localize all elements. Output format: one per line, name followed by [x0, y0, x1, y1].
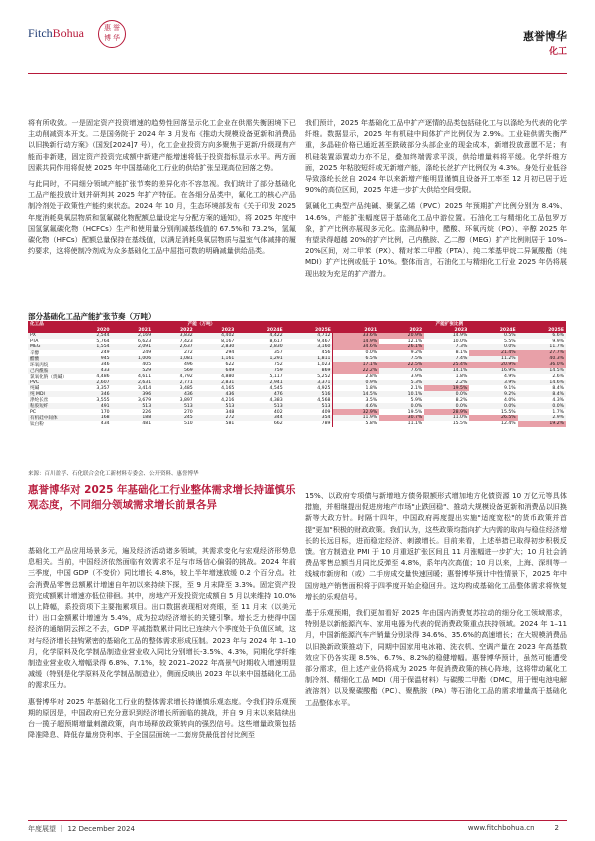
table-cell-ratio: 30.7% — [379, 415, 424, 421]
paragraph: 15%、以政府专项债与新增地方债务限额形式增加地方化债资源 10 万亿元等具体措施，并相继提出促进房地产市场"止跌回稳"、推动大规模设备更新和消费品以旧换新等大政方针。时隔十四年，中国政府再度提出实施"适度宽松"的货币政策并首提"更加"积极的财政政策。我们认为，这些政策均指向扩大内需的取向与稳住经济增长的长远目标，进而稳定经济、刺激增长。目前来看，上述举措已取得初步积极反馈。官方制造业 PMI 于 10 月重返扩张区间且 11 月涨幅进一步扩大；10 月社会消费品零售总额当月同比反弹至 4.8%，系年内次高值；10 月以来，上海、深圳等一线城市新房和（或）二手房成交量快速回暖；惠誉博华预计中性情景下，2025 年中国房地产销售面积将于四季度开始企稳回升。这均构成基础化工品整体需求将恢复增长的乐观信号。 — [305, 491, 567, 601]
table-cell-capacity: 346 — [100, 362, 110, 368]
table-cell-product: 己内酰胺 — [28, 368, 70, 374]
table-cell-ratio: 14.5% — [333, 391, 379, 397]
table-cell-ratio: 10.0% — [452, 338, 468, 344]
table-cell-ratio: 36.0% — [518, 362, 566, 368]
table-year: 2022 — [379, 327, 424, 333]
table-cell-capacity: 272 — [195, 415, 237, 421]
table-cell-capacity: 4,402 — [195, 333, 237, 339]
table-cell-ratio: 2.6% — [552, 374, 564, 380]
table-cell-ratio: 0.0% — [469, 344, 517, 350]
table-cell-ratio: 3.5% — [333, 397, 379, 403]
table-cell-product: 涤纶长丝 — [30, 398, 49, 404]
table-cell-product: 有机硅中间体 — [28, 415, 70, 421]
table-cell-capacity: 3,160 — [285, 344, 333, 350]
table-cell-capacity: 581 — [225, 421, 235, 427]
logo-text-fitch: Fitch — [28, 26, 53, 40]
table-cell-ratio: 5.8% — [333, 421, 379, 427]
table-cell-capacity: 622 — [225, 362, 235, 368]
table-cell-ratio: 14.9% — [424, 333, 469, 339]
logo-wordmark — [28, 26, 84, 41]
table-cell-ratio: 6.5% — [333, 356, 379, 362]
table-cell-capacity: 8,167 — [221, 338, 235, 344]
table-cell-ratio: 14.9% — [333, 339, 379, 345]
table-cell-ratio: 14.5% — [518, 368, 566, 374]
paragraph: 我们预计，2025 年基础化工品中扩产逐情的品类包括硅化工与以涤纶为代表的化学纤维。数据显示，2025 年有机硅中间体扩产比例仅为 2.9%。工业硅供需失衡严重，多晶硅价格已通近甚至跌破部分头部企业的现金成本，新增投放意愿不足；有机硅装置添置动力亦不足，叠加终端需求平淡，供给增量料将平缓。化学纤维方面，2025 年粘胶短纤或无新增产能，涤纶长丝扩产比例仅为 4.3%。身处行业低谷导致涤纶长丝自 2024 年以来新增产能明显谨慎且设备开工率至 12 月初已居于近 90%的高位区间，2025 年进一步扩大供给空间受限。 — [305, 118, 567, 195]
table-cell-capacity: 226 — [142, 409, 152, 415]
table-cell-ratio: 7.6% — [379, 368, 424, 374]
table-year: 2024E — [469, 327, 517, 333]
table-cell-ratio: 19.2% — [518, 421, 566, 427]
table-cell-capacity: 3,485 — [179, 385, 193, 391]
table-cell-ratio: 1.8% — [455, 374, 468, 380]
table-cell-capacity: 1,081 — [153, 356, 195, 362]
table-cell-capacity: 270 — [183, 409, 193, 415]
left-bottom-column — [28, 545, 296, 745]
table-col-product: 化工品 — [28, 321, 70, 327]
table-cell-capacity: 346 — [70, 391, 112, 397]
table-cell-ratio: 2.2% — [424, 380, 469, 386]
table-cell-capacity: 2,607 — [70, 380, 112, 386]
table-cell-ratio: 5.3% — [379, 380, 424, 386]
table-cell-ratio: 11.2% — [469, 356, 517, 362]
table-cell-capacity: 4,422 — [236, 333, 284, 339]
seal-char: 誉 — [113, 24, 120, 32]
table-cell-capacity: 2,169 — [112, 333, 154, 339]
table-cell-capacity: 529 — [112, 368, 154, 374]
table-cell-capacity: 4,545 — [269, 385, 283, 391]
footer-date: 年度展望 ｜ 12 December 2024 — [28, 825, 135, 833]
header-divider — [28, 73, 567, 74]
table-cell-capacity: 491 — [70, 403, 112, 409]
table-cell-ratio: 21.4% — [469, 350, 517, 356]
table-cell-ratio: 1.7% — [552, 409, 564, 415]
table-cell-capacity: 1,291 — [236, 356, 284, 362]
seal-char: 华 — [113, 34, 120, 42]
table-cell-capacity: 348 — [225, 409, 235, 415]
table-title: 部分基础化工品产能扩张节奏（万吨） — [28, 312, 156, 321]
table-cell-ratio: 4.3% — [552, 397, 564, 403]
table-cell-ratio: 14.1% — [424, 368, 469, 374]
table-cell-capacity: 945 — [70, 356, 112, 362]
table-group-capacity: 产能（万吨） — [70, 321, 333, 327]
table-cell-ratio: 22.2% — [333, 368, 379, 374]
table-cell-capacity: 481 — [142, 421, 152, 427]
table-cell-capacity: 1,811 — [285, 356, 333, 362]
table-cell-product: 纯碱 — [30, 386, 40, 392]
table-cell-capacity: 4,486 — [96, 374, 110, 380]
paragraph: 将有所收敛。一是固定资产投资增速的趋势性回落呈示化工企业在供需失衡困境下已主动削减资本开支。二是国务院于 2024 年 3 月发布《推动大规模设备更新和消费品以旧换新行动方案》（国发[2024]7 号），化工企业投资方向多聚焦于更新/升级现有产能而非新建，固定资产投资完成额中新建产能增速将低于投资指标显示水平。两方面因素共同作用将促使 2025 年中国基础化工行业的供给扩张呈现高位回落之势。 — [28, 118, 296, 172]
table-cell-ratio: 9.2% — [410, 350, 423, 356]
table-cell-product: MEG — [28, 344, 70, 350]
table-cell-capacity: 272 — [183, 350, 193, 356]
logo-seal-icon — [98, 20, 126, 48]
table-cell-capacity: 456 — [321, 350, 331, 356]
table-cell-capacity: 249 — [142, 350, 152, 356]
paragraph: 氯碱化工典型产品纯碱、聚氯乙烯（PVC）2025 年预期扩产比例分别为 8.4%、14.6%，产能扩张幅度居于基础化工品中游位置。石油化工与精细化工品包罗万象，扩产比例亦展现多元化。监测品种中，醋酸、环氧丙烷（PO）、辛醇 2025 年有望录得超越 20%的扩产比例，己内酰胺、乙二醇（MEG）扩产比例则居于 10%–20%区间，对二甲苯（PX）、精对苯二甲酸（PTA）、纯二苯基甲烷二异氰酸酯（纯 MDI）扩产比例或低于 10%。整体而言，石油化工与精细化工行业 2025 年仍将展现出较为充足的扩产潜力。 — [305, 201, 567, 278]
table-cell-ratio: 6.6% — [518, 333, 566, 339]
table-cell-capacity: 2,091 — [112, 344, 154, 350]
paragraph: 基于乐观预期，我们更加看好 2025 年由国内消费复苏拉动的细分化工领域需求，特别是以新能源汽车、家用电器为代表的促消费政策重点扶持领域。2024 年 1–11 月，中国新能源汽车产销量分别录得 34.6%、35.6%的高速增长；在大规模消费品以旧换新政策推动下，同期中国家用电冰箱、洗衣机、空调产量在 2023 年高基数效应下仍各实现 8.5%、6.7%、8.2%的稳健增幅。惠誉博华预计，虽然可能遭受部分需求，但上述产业仍将成为 2025 年促消费政策的核心阵地，这将带动氟化工制冷剂、精细化工品 MDI（用于保温材料）与碳酸二甲酯（DMC，用于锂电池电解液溶剂）以及聚碳酸酯（PC）、聚酰胺（PA）等石油化工品的需求增量高于基础化工品整体水平。 — [305, 608, 567, 707]
table-cell-capacity: 396 — [112, 391, 154, 397]
table-cell-ratio: 14.6% — [518, 380, 566, 386]
table-cell-capacity: 649 — [195, 368, 237, 374]
table-year: 2022 — [153, 327, 195, 333]
paragraph: 基础化工产品应用场景多元，遍及经济活动诸多领域，其需求变化与宏观经济形势息息相关。当前，中国经济依然面临有效需求不足与市场信心偏弱的挑战。2024 年前三季度，中国 GDP（不变价）同比增长 4.8%，较上半年增速放缓 0.2 个百分点。社会消费品零售总额累计增速自年初以来持续下探，至 9 月末降至 3.3%。固定资产投资完成额累计增速亦低位徘徊。其中，房地产开发投资完成额自 5 月以来维持 10.0%以上降幅，系投资项下主要拖累项目。出口数据表现相对亮眼，至 11 月末（以美元计）出口金额累计增速为 5.4%，成为拉动经济增长的关键引擎。增长乏力使得中国经济的通缩阴云挥之不去，GDP 平减指数累计同比已连续六个季度处于负值区域，这对与经济增长挂钩紧密的基础化工品的整体需求形成压制。2023 年与 2024 年 1–10 月，化学原料及化学制品制造业营业收入同比分别增长-3.5%、4.3%，同期化学纤维制造业营业收入增幅录得 6.8%、7.1%，较 2021–2022 年高景气时期收入增速明显减缓（特别是化学原料及化学制品制造业），侧面反映出 2023 年以来中国基础化工品的需求压力。 — [28, 546, 296, 690]
table-cell-capacity: 4,925 — [317, 385, 331, 391]
table-cell-ratio: 22.5% — [379, 362, 424, 368]
table-cell-ratio: 20.9% — [469, 362, 517, 368]
table-cell-capacity: 5,252 — [317, 374, 331, 380]
table-cell-ratio: 0.0% — [469, 403, 517, 409]
table-cell-capacity: 3,679 — [138, 397, 152, 403]
table-cell-ratio: 0.0% — [518, 403, 566, 409]
table-cell-capacity: 4,792 — [179, 374, 193, 380]
table-year: 2025E — [518, 327, 566, 333]
table-cell-capacity: 8,617 — [269, 338, 283, 344]
table-cell-ratio: 2.9% — [518, 415, 566, 421]
table-cell-capacity: 4,712 — [285, 333, 333, 339]
table-cell-capacity: 569 — [153, 368, 195, 374]
table-cell-capacity: 4,383 — [269, 397, 283, 403]
table-cell-capacity: 759 — [236, 368, 284, 374]
table-cell-product: PTA — [30, 338, 39, 344]
table-source: 来源：百川盈孚、石化联合会化工新材料专委会、公开资料、惠誉博华 — [28, 471, 199, 477]
right-top-column — [305, 117, 567, 284]
table-cell-ratio: 7.5% — [379, 356, 424, 362]
table-cell-product: 醋酸 — [28, 356, 70, 362]
table-cell-capacity: 344 — [236, 415, 284, 421]
table-cell-capacity: 5,764 — [96, 338, 110, 344]
table-cell-capacity: 513 — [236, 403, 284, 409]
table-cell-capacity: 513 — [153, 403, 195, 409]
right-bottom-column — [305, 490, 567, 713]
left-top-column — [28, 117, 296, 261]
table-cell-ratio: 3.9% — [410, 374, 423, 380]
table-cell-ratio: 9.9% — [552, 338, 564, 344]
table-cell-ratio: 20.9% — [379, 333, 424, 339]
table-cell-ratio: 8.4% — [518, 391, 566, 397]
table-cell-ratio: 34.6% — [333, 344, 379, 350]
table-cell-capacity: 2,941 — [236, 380, 284, 386]
table-cell-capacity: 2,637 — [153, 344, 195, 350]
table-cell-ratio: 8.1% — [455, 350, 468, 356]
paragraph: 惠誉博华对 2025 年基础化工行业的整体需求增长持谨慎乐观态度。令我们持乐观预期的原因是，中国政府已充分意识到经济增长所面临的挑战，并自 9 月末以来陆续出台一揽子超预期增量刺激政策，向市场释放政策转向的强烈信号。这些增量政策包括降准降息、降低存量房贷利率、于全国层面统一二套房贷最低首付比例至 — [28, 696, 296, 740]
table-cell-ratio: 8.2% — [455, 397, 468, 403]
table-cell-capacity: 4,568 — [317, 397, 331, 403]
table-cell-ratio: 16.9% — [469, 368, 517, 374]
table-cell-ratio: 4.6% — [333, 403, 379, 409]
table-cell-capacity: 4,216 — [221, 397, 235, 403]
table-cell-ratio: 11.1% — [407, 421, 423, 427]
table-cell-ratio: 8.4% — [552, 385, 564, 391]
table-cell-capacity: 3,414 — [138, 385, 152, 391]
footer-divider — [28, 820, 567, 821]
table-cell-ratio: 19.5% — [407, 409, 423, 415]
table-cell-capacity: 436 — [153, 391, 195, 397]
table-cell-product: PX — [28, 333, 70, 339]
table-cell-capacity: 7,423 — [179, 338, 193, 344]
table-cell-product: 氯氧化钠（烧碱） — [30, 374, 67, 380]
table-cell-product: 环氧丙烷 — [30, 362, 49, 368]
table-cell-ratio: 10.1% — [379, 391, 424, 397]
footer-url-text[interactable]: www.fitchbohua.cn — [467, 824, 535, 832]
table-cell-ratio: 12.1% — [407, 338, 423, 344]
seal-char: 博 — [104, 34, 111, 42]
table-cell-ratio: 0.5% — [469, 333, 517, 339]
table-cell-product: 纯 MDI — [28, 391, 70, 397]
table-cell-capacity: 516 — [285, 391, 333, 397]
table-cell-capacity: 752 — [273, 362, 283, 368]
page-number: 2 — [554, 824, 559, 832]
table-cell-ratio: 9.1% — [503, 385, 516, 391]
table-cell-capacity: 1,023 — [317, 362, 331, 368]
table-cell-ratio: 28.9% — [424, 409, 469, 415]
table-cell-capacity: 2,830 — [236, 344, 284, 350]
table-cell-capacity: 2,830 — [195, 344, 237, 350]
footer-url[interactable] — [468, 824, 559, 832]
table-year: 2023 — [424, 327, 469, 333]
table-cell-product: PC — [30, 409, 36, 415]
table-cell-capacity: 245 — [153, 415, 195, 421]
table-cell-ratio: 17.1% — [333, 362, 379, 368]
table-row — [28, 421, 566, 427]
table-body — [28, 333, 566, 427]
table-year: 2020 — [70, 327, 112, 333]
table-cell-ratio: 32.9% — [333, 409, 379, 415]
table-cell-capacity: 294 — [225, 350, 235, 356]
table-cell-ratio: 0.0% — [379, 403, 424, 409]
table-cell-capacity: 513 — [285, 403, 333, 409]
table-cell-ratio: 5.9% — [410, 397, 423, 403]
table-group-ratio: 产能扩张比例 — [333, 321, 566, 327]
table-cell-capacity: 170 — [100, 409, 110, 415]
table-year: 2023 — [195, 327, 237, 333]
header-company: 惠誉博华 — [523, 30, 567, 43]
table-cell-ratio: 27.7% — [518, 350, 566, 356]
table-cell-ratio: 0.0% — [424, 403, 469, 409]
table-cell-capacity: 662 — [273, 421, 283, 427]
table-cell-ratio: 4.9% — [503, 374, 516, 380]
table-cell-ratio: 15.5% — [501, 409, 516, 415]
table-cell-ratio: 11.7% — [518, 344, 566, 350]
table-cell-ratio: 33.6% — [333, 333, 379, 339]
table-year: 2024E — [236, 327, 284, 333]
table-cell-ratio: 7.3% — [424, 344, 469, 350]
logo-text-bohua: Bohua — [52, 26, 85, 40]
table-cell-capacity: 354 — [285, 415, 333, 421]
table-cell-ratio: 26.5% — [469, 415, 517, 421]
table-cell-capacity: 402 — [273, 409, 283, 415]
table-cell-ratio: 40.3% — [518, 356, 566, 362]
section-heading: 惠誉博华对 2025 年基础化工行业整体需求增长持谨慎乐观态度，不同细分领域需求增长前景各异 — [28, 484, 296, 511]
table-cell-ratio: 12.4% — [501, 421, 516, 427]
table-cell-ratio: 0.0% — [424, 391, 469, 397]
table-cell-ratio: 7.4% — [424, 356, 469, 362]
table-cell-capacity: 1,554 — [70, 344, 112, 350]
table-cell-product: 辛醇 — [30, 350, 40, 356]
table-cell-capacity: 496 — [183, 362, 193, 368]
table-cell-capacity: 1,006 — [112, 356, 154, 362]
table-cell-capacity: 249 — [100, 350, 110, 356]
table-cell-capacity: 513 — [195, 403, 237, 409]
paragraph: 与此同时，不同细分领域产能扩张节奏的差异化亦不容忽视。我们统计了部分基础化工品产能投放计划并研判其 2025 年扩产特征。在各细分品类中，氟化工的核心产品制冷剂处于政策性产能约束状态。2024 年 10 月，生态环境部发布《关于印发 2025 年度消耗臭氧层物质和氢氟碳化物配额总量设定与分配方案的通知》，将 2025 年度中国氢氯氟碳化物（HCFCs）生产和使用量分别削减基线值的 67.5%和 73.2%，氢氟碳化物（HFCs）配额总量保持在基线值，以满足消耗臭氧层物质与温室气体减排的履约要求，这将使制冷剂成为众多基础化工品中屈指可数的明确减量供给品类。 — [28, 179, 296, 256]
table-cell-capacity: 3,357 — [96, 385, 110, 391]
table-cell-capacity: 4,165 — [221, 385, 235, 391]
table-cell-capacity: 3,897 — [179, 397, 193, 403]
table-cell-ratio: 2.8% — [333, 374, 379, 380]
table-cell-ratio: 1.8% — [333, 385, 379, 391]
table-cell-capacity: 2,544 — [70, 333, 112, 339]
table-year: 2021 — [112, 327, 154, 333]
table-cell-ratio: 4.0% — [503, 397, 516, 403]
capacity-table — [28, 321, 566, 427]
table-cell-capacity: 168 — [70, 415, 112, 421]
fitchbohua-logo — [28, 14, 138, 50]
table-cell-ratio: 5.5% — [503, 338, 516, 344]
table-cell-capacity: 513 — [112, 403, 154, 409]
table-cell-capacity: 409 — [321, 409, 331, 415]
table-cell-capacity: 4,880 — [221, 374, 235, 380]
table-cell-product: PVC — [28, 380, 70, 386]
table-cell-capacity: 2,631 — [112, 380, 154, 386]
table-cell-ratio: 9.2% — [469, 391, 517, 397]
table-cell-capacity: 510 — [183, 421, 193, 427]
table-cell-capacity: 5,117 — [269, 374, 283, 380]
table-cell-capacity: 9,467 — [317, 338, 331, 344]
table-cell-capacity: 1,161 — [195, 356, 237, 362]
table-cell-capacity: 436 — [195, 391, 237, 397]
table-cell-ratio: 2.1% — [410, 385, 423, 391]
table-year: 2021 — [333, 327, 379, 333]
table-cell-capacity: 3,832 — [153, 333, 195, 339]
table-year: 2025E — [285, 327, 333, 333]
table-cell-product: 钛白粉 — [30, 421, 44, 427]
seal-char: 惠 — [104, 24, 111, 32]
table-cell-product: 粘胶短纤 — [28, 403, 70, 409]
table-cell-capacity: 476 — [236, 391, 284, 397]
table-cell-capacity: 6,623 — [138, 338, 152, 344]
table-cell-ratio: 25.4% — [424, 362, 469, 368]
table-cell-capacity: 2,771 — [153, 380, 195, 386]
table-cell-capacity: 2,831 — [195, 380, 237, 386]
table-cell-capacity: 433 — [70, 368, 112, 374]
table-cell-ratio: 0.0% — [333, 350, 379, 356]
table-cell-capacity: 188 — [112, 415, 154, 421]
table-cell-ratio: 11.0% — [424, 415, 469, 421]
table-cell-ratio: 26.1% — [379, 344, 424, 350]
table-cell-capacity: 789 — [321, 421, 331, 427]
table-cell-capacity: 405 — [142, 362, 152, 368]
header-sector: 化工 — [548, 47, 567, 57]
table-cell-capacity: 869 — [285, 368, 333, 374]
table-cell-ratio: 15.5% — [452, 421, 468, 427]
header-right — [523, 28, 567, 57]
table-cell-capacity: 434 — [100, 421, 110, 427]
table-cell-capacity: 357 — [273, 350, 283, 356]
table-cell-ratio: 19.5% — [424, 385, 469, 391]
table-cell-capacity: 4,611 — [138, 374, 152, 380]
table-cell-ratio: 11.9% — [333, 415, 379, 421]
table-cell-capacity: 3,555 — [96, 397, 110, 403]
table-cell-ratio: 0.9% — [333, 380, 379, 386]
table-cell-ratio: 3.9% — [469, 380, 517, 386]
table-cell-capacity: 3,371 — [285, 380, 333, 386]
